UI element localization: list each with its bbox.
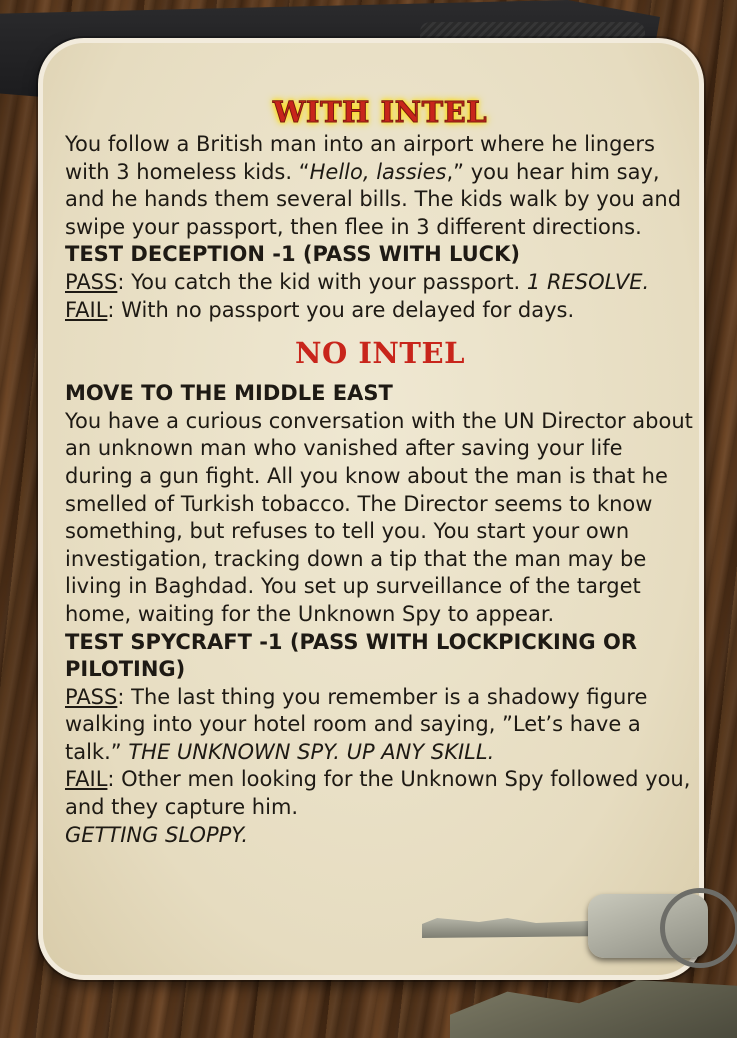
with-intel-story-part: ,” you hear him say, and he hands them several bills. The kids walk by you and swipe your passport, then flee in 3 different directions. — [65, 159, 682, 239]
fail-label: FAIL — [65, 297, 108, 322]
pass-text: : You catch the kid with your passport. — [117, 269, 527, 294]
no-intel-fail — [65, 766, 695, 821]
pass-label: PASS — [65, 269, 118, 294]
key-bunch-shape — [450, 980, 737, 1038]
with-intel-pass — [65, 269, 695, 297]
key-blade-shape — [422, 918, 612, 938]
with-intel-story-quote: Hello, lassies — [309, 159, 447, 184]
key-ring-shape — [660, 888, 737, 968]
with-intel-test: TEST DECEPTION -1 (PASS WITH LUCK) — [65, 242, 520, 267]
no-intel-story: You have a curious conversation with the UN Director about an unknown man who vanished after saving your life during a gun fight. All you know about the man is that he smelled of Turkish tobacco. The Director seems to know something, but refuses to tell you. You start your own investigation, tracking down a tip that the man may be living in Baghdad. You set up surveillance of the target home, waiting for the Unknown Spy to appear. — [65, 408, 693, 626]
with-intel-heading: WITH INTEL — [272, 95, 488, 129]
with-intel-story — [65, 131, 695, 241]
with-intel-fail — [65, 297, 695, 325]
pass-text: : The last thing you remember is a shadowy figure walking into your hotel room and saying, ”Let’s have a talk.” — [65, 684, 648, 764]
with-intel-story-part: You follow a British man into an airport where he lingers with 3 homeless kids. “ — [65, 132, 655, 184]
keys-image — [420, 880, 737, 1038]
no-intel-pass — [65, 684, 695, 767]
pass-label: PASS — [65, 684, 118, 709]
no-intel-heading: NO INTEL — [294, 336, 465, 371]
no-intel-test: TEST SPYCRAFT -1 (PASS WITH LOCKPICKING OR PILOTING) — [65, 629, 637, 682]
no-intel-move: MOVE TO THE MIDDLE EAST — [65, 381, 393, 406]
fail-text: : Other men looking for the Unknown Spy followed you, and they capture him. — [65, 767, 691, 820]
no-intel-fail-result: GETTING SLOPPY. — [65, 822, 249, 847]
card-content — [65, 93, 695, 849]
fail-text: : With no passport you are delayed for days. — [107, 297, 575, 322]
pass-reward: 1 RESOLVE. — [526, 269, 650, 294]
pass-reward: THE UNKNOWN SPY. UP ANY SKILL. — [128, 739, 495, 764]
fail-label: FAIL — [65, 767, 108, 792]
